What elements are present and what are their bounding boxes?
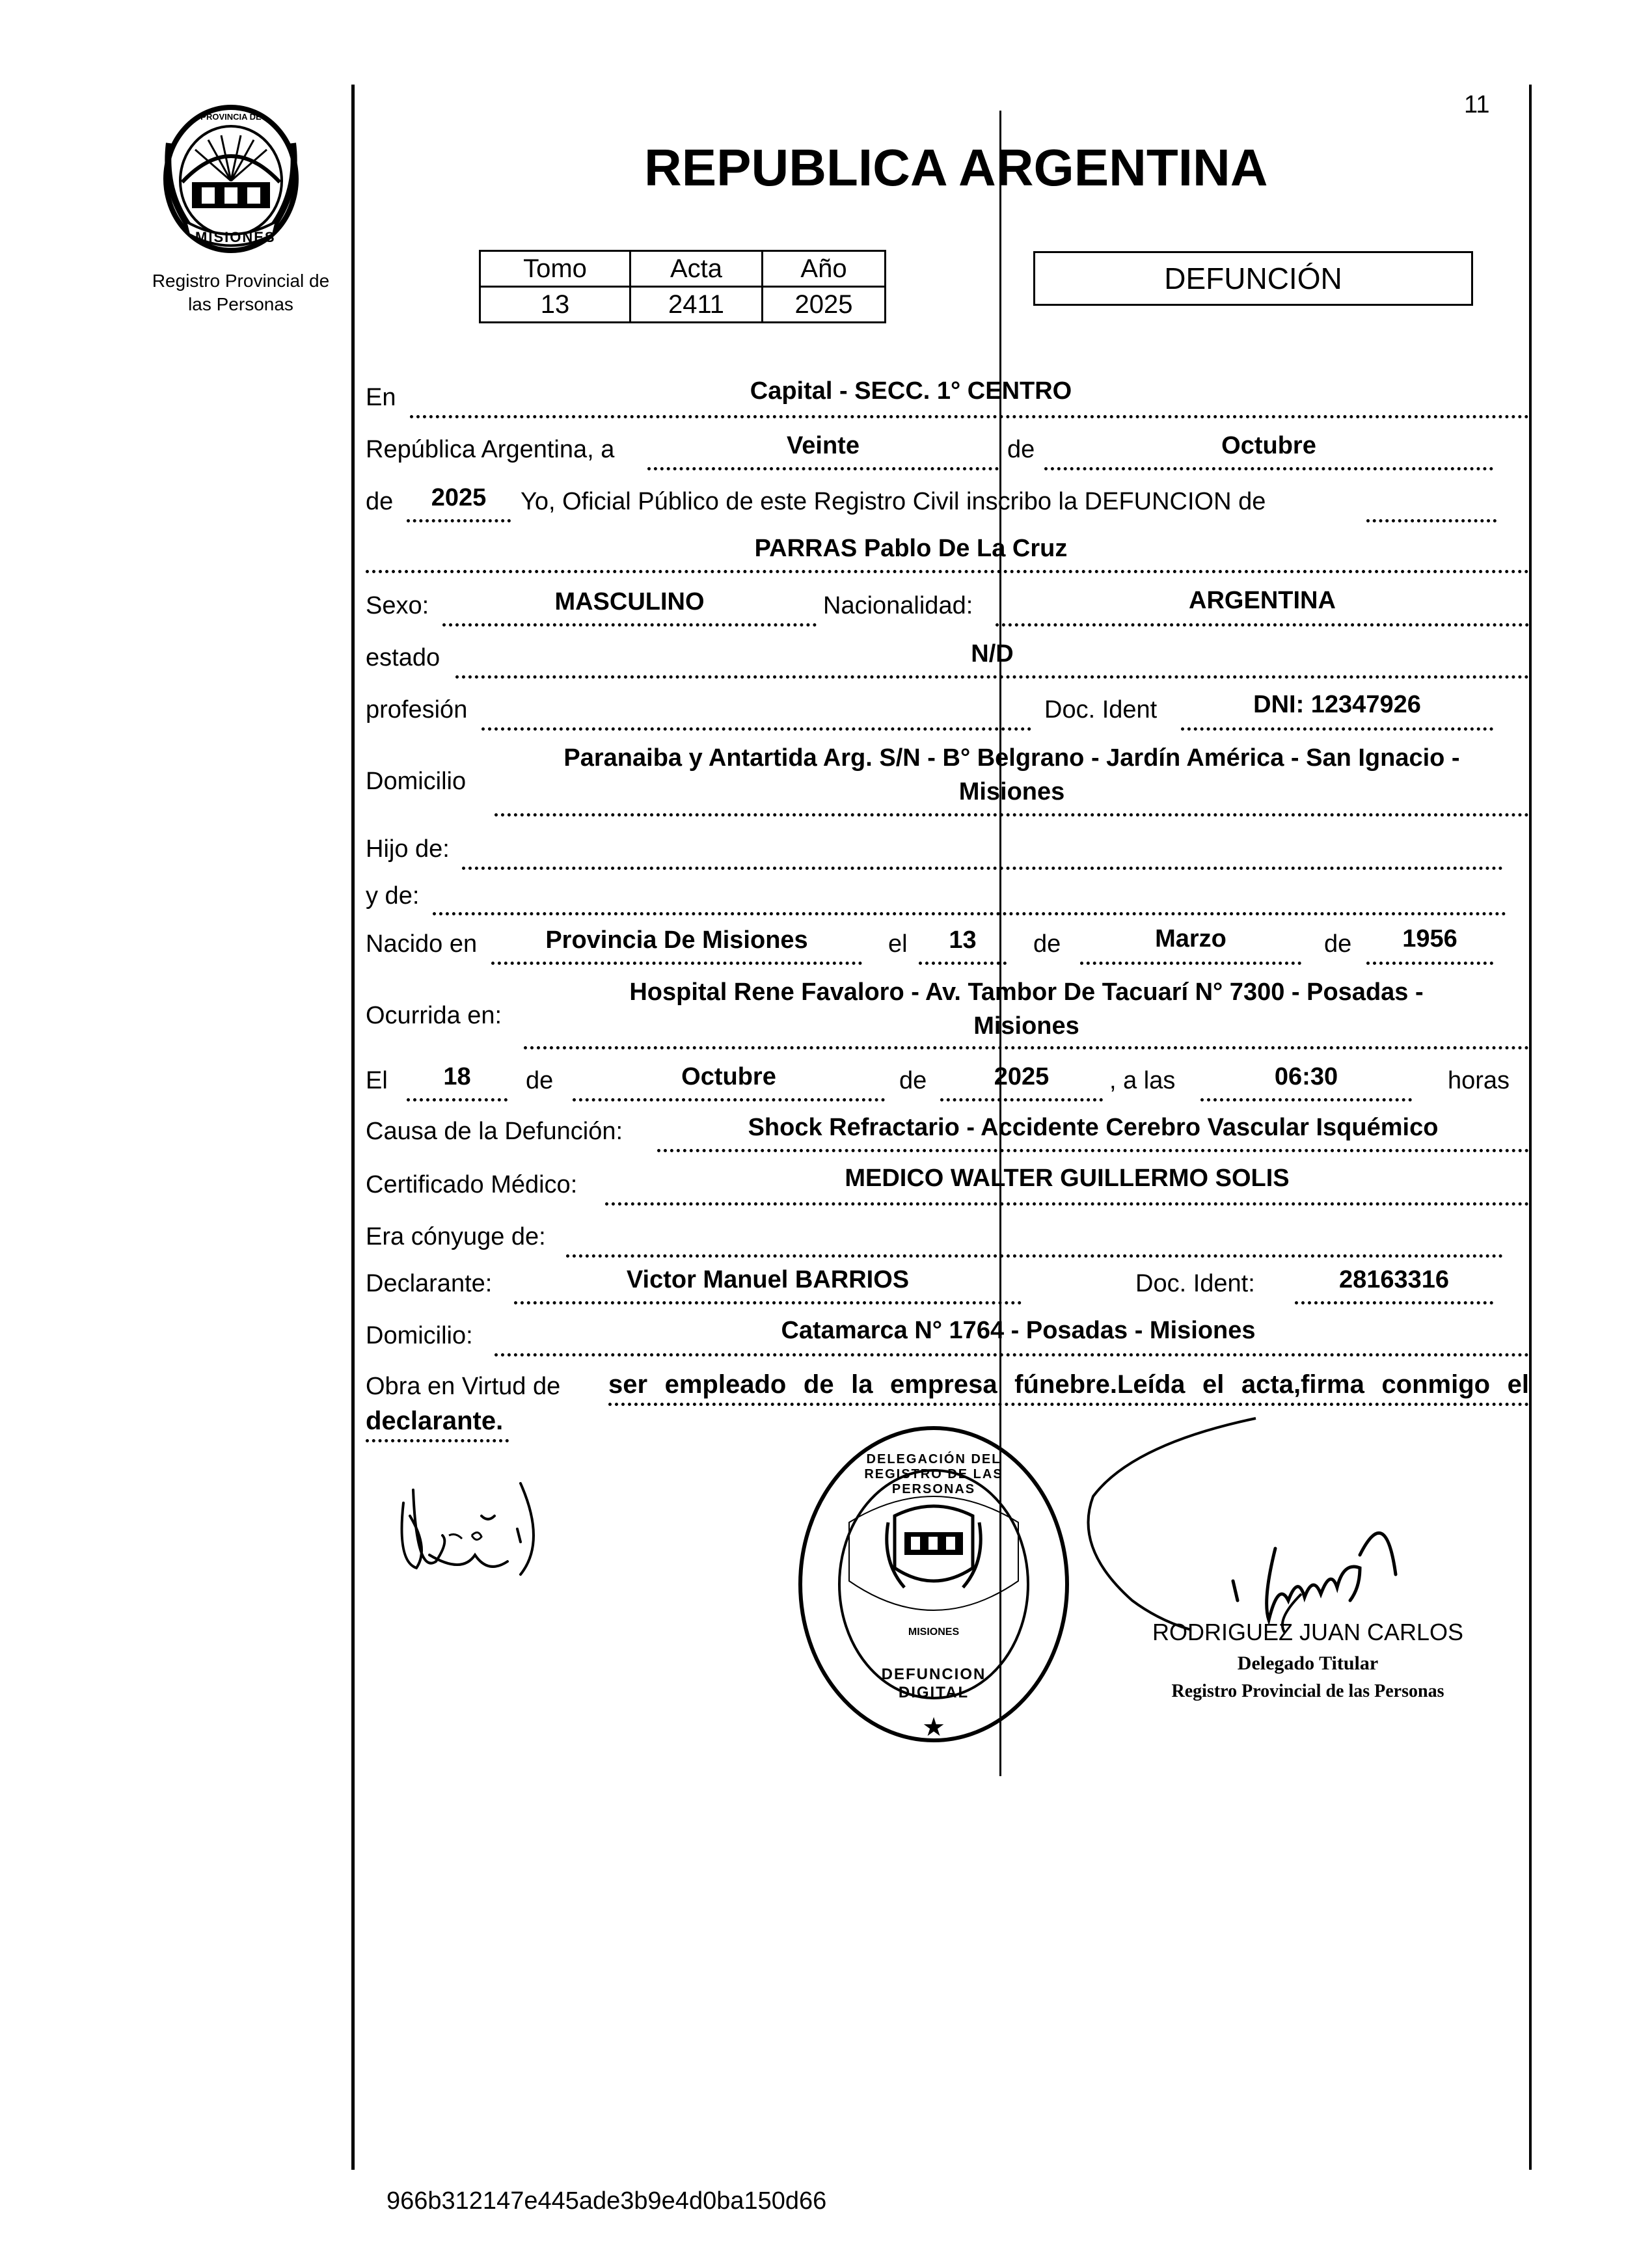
label-doc-ident2: Doc. Ident:	[1135, 1270, 1255, 1297]
value-dia: Veinte	[787, 432, 860, 459]
label-a-las: , a las	[1109, 1067, 1176, 1094]
value-declarante-doc: 28163316	[1338, 1266, 1450, 1293]
stamp-inner-text: DEFUNCION DIGITAL	[881, 1666, 986, 1701]
value-def-mes: Octubre	[681, 1063, 776, 1090]
seal-text-bottom: MISIONES	[195, 229, 276, 245]
value-lugar: Capital - SECC. 1° CENTRO	[750, 377, 1072, 405]
act-table-header: Tomo	[480, 251, 630, 287]
value-causa: Shock Refractario - Accidente Cerebro Vascular Isquémico	[748, 1114, 1439, 1141]
label-causa: Causa de la Defunción:	[366, 1118, 623, 1145]
leader-profesion	[481, 727, 1031, 731]
leader-sexo	[442, 623, 817, 627]
leader-nac-dia	[919, 962, 1007, 965]
label-nacionalidad: Nacionalidad:	[823, 592, 973, 619]
value-nac-mes: Marzo	[1155, 925, 1226, 952]
leader-def-anio	[940, 1098, 1103, 1101]
value-nacido-en: Provincia De Misiones	[545, 926, 808, 954]
value-def-dia: 18	[443, 1063, 471, 1090]
label-en: En	[366, 384, 396, 411]
value-doc-ident: DNI: 12347926	[1253, 691, 1421, 718]
leader-def-dia	[407, 1098, 508, 1101]
label-domicilio: Domicilio	[366, 768, 467, 795]
act-table	[479, 250, 886, 323]
leader-nacido-en	[491, 962, 862, 965]
registry-name-line2: las Personas	[188, 294, 293, 314]
label-el-cap: El	[366, 1067, 388, 1094]
label-profesion: profesión	[366, 696, 468, 723]
act-table-header: Año	[763, 251, 886, 287]
act-table-cell: 13	[480, 287, 630, 323]
page-number: 11	[1464, 91, 1490, 118]
value-domicilio-line2: Misiones	[958, 778, 1065, 805]
act-type-box: DEFUNCIÓN	[1033, 251, 1473, 306]
label-ocurrida-en: Ocurrida en:	[366, 1002, 502, 1029]
act-table-cell: 2025	[763, 287, 886, 323]
delegate-office: Registro Provincial de las Personas	[1171, 1681, 1444, 1701]
value-domicilio-line1: Paranaiba y Antartida Arg. S/N - B° Belgrano - Jardín América - San Ignacio -	[563, 744, 1460, 772]
act-table-cell: 2411	[630, 287, 763, 323]
value-def-anio: 2025	[994, 1063, 1050, 1090]
label-de-nac-mes: de	[1033, 930, 1061, 958]
footer-hash: 966b312147e445ade3b9e4d0ba150d66	[386, 2187, 827, 2215]
label-conyuge: Era cónyuge de:	[366, 1223, 546, 1250]
leader-hijo-de	[462, 867, 1503, 870]
leader-domicilio	[495, 813, 1529, 817]
label-y-de: y de:	[366, 882, 420, 910]
label-horas: horas	[1448, 1067, 1510, 1094]
label-hijo-de: Hijo de:	[366, 835, 450, 863]
act-table-header-row	[480, 251, 886, 287]
value-mes: Octubre	[1221, 432, 1316, 459]
label-domicilio2: Domicilio:	[366, 1322, 473, 1349]
label-doc-ident: Doc. Ident	[1044, 696, 1158, 723]
leader-estado	[455, 675, 1529, 679]
value-estado: N/D	[971, 640, 1014, 668]
leader-anio	[407, 519, 511, 522]
label-certificado: Certificado Médico:	[366, 1171, 578, 1198]
leader-nacionalidad	[996, 623, 1529, 627]
seal-text-top: PROVINCIA DE	[200, 112, 262, 122]
delegate-name: RODRIGUEZ JUAN CARLOS	[1152, 1619, 1464, 1645]
value-nacionalidad: ARGENTINA	[1189, 587, 1336, 614]
value-declarante: Victor Manuel BARRIOS	[626, 1266, 910, 1293]
leader-dia	[647, 467, 999, 470]
leader-doc-ident	[1181, 727, 1493, 731]
label-el: el	[888, 930, 908, 958]
value-nac-anio: 1956	[1402, 925, 1457, 952]
label-estado: estado	[366, 644, 440, 671]
leader-certificado	[605, 1202, 1529, 1206]
leader-mes	[1044, 467, 1493, 470]
value-def-hora: 06:30	[1274, 1063, 1338, 1090]
leader-causa	[657, 1149, 1529, 1152]
page-title: REPUBLICA ARGENTINA	[644, 139, 1268, 196]
value-sexo: MASCULINO	[554, 588, 705, 615]
value-obra-line1: ser empleado de la empresa fúnebre.Leída el acta,firma conmigo el	[608, 1370, 1529, 1399]
leader-nombre	[366, 570, 1529, 573]
declarant-signature	[390, 1464, 547, 1581]
value-ocurrida-line2: Misiones	[973, 1012, 1079, 1040]
label-oficial: Yo, Oficial Público de este Registro Civil inscribo la DEFUNCION de	[521, 488, 1266, 515]
leader-nac-mes	[1080, 962, 1301, 965]
value-anio: 2025	[431, 484, 487, 511]
leader-nac-anio	[1366, 962, 1493, 965]
label-de-anio: de	[366, 488, 394, 515]
svg-text:★: ★	[922, 1712, 945, 1742]
act-table-value-row	[480, 287, 886, 323]
left-border	[351, 85, 355, 2170]
stamp-seal-label: MISIONES	[908, 1627, 960, 1638]
registry-name-line1: Registro Provincial de	[152, 271, 330, 291]
stamp-ring-text: DELEGACIÓN DEL REGISTRO DE LAS PERSONAS	[864, 1452, 1003, 1496]
label-obra: Obra en Virtud de	[366, 1373, 561, 1400]
leader-declarante-doc	[1295, 1301, 1493, 1304]
value-nac-dia: 13	[949, 926, 977, 954]
leader-declarante	[514, 1301, 1022, 1304]
act-table-header: Acta	[630, 251, 763, 287]
right-border	[1529, 85, 1532, 2170]
leader-obra-line2	[366, 1439, 509, 1442]
value-declarante-domicilio: Catamarca N° 1764 - Posadas - Misiones	[781, 1317, 1256, 1344]
label-republica-a: República Argentina, a	[366, 436, 615, 463]
label-de-def-anio: de	[899, 1067, 927, 1094]
value-nombre: PARRAS Pablo De La Cruz	[754, 535, 1068, 562]
label-sexo: Sexo:	[366, 592, 429, 619]
label-nacido-en: Nacido en	[366, 930, 478, 958]
leader-def-mes	[573, 1098, 885, 1101]
leader-y-de	[433, 912, 1506, 915]
label-de-nac-anio: de	[1324, 930, 1352, 958]
label-de-def-mes: de	[526, 1067, 554, 1094]
label-de-mes: de	[1007, 436, 1035, 463]
label-declarante: Declarante:	[366, 1270, 493, 1297]
delegate-role: Delegado Titular	[1237, 1653, 1379, 1674]
leader-conyuge	[566, 1254, 1503, 1258]
leader-en	[410, 415, 1529, 418]
value-certificado: MEDICO WALTER GUILLERMO SOLIS	[845, 1165, 1290, 1192]
delegate-signature	[1054, 1405, 1484, 1640]
value-obra-line2: declarante.	[366, 1407, 504, 1435]
leader-ocurrida	[524, 1046, 1529, 1049]
value-ocurrida-line1: Hospital Rene Favaloro - Av. Tambor De Tacuarí N° 7300 - Posadas -	[629, 979, 1424, 1006]
leader-oficial-end	[1366, 519, 1497, 522]
leader-def-hora	[1200, 1098, 1412, 1101]
leader-domicilio2	[495, 1353, 1529, 1357]
